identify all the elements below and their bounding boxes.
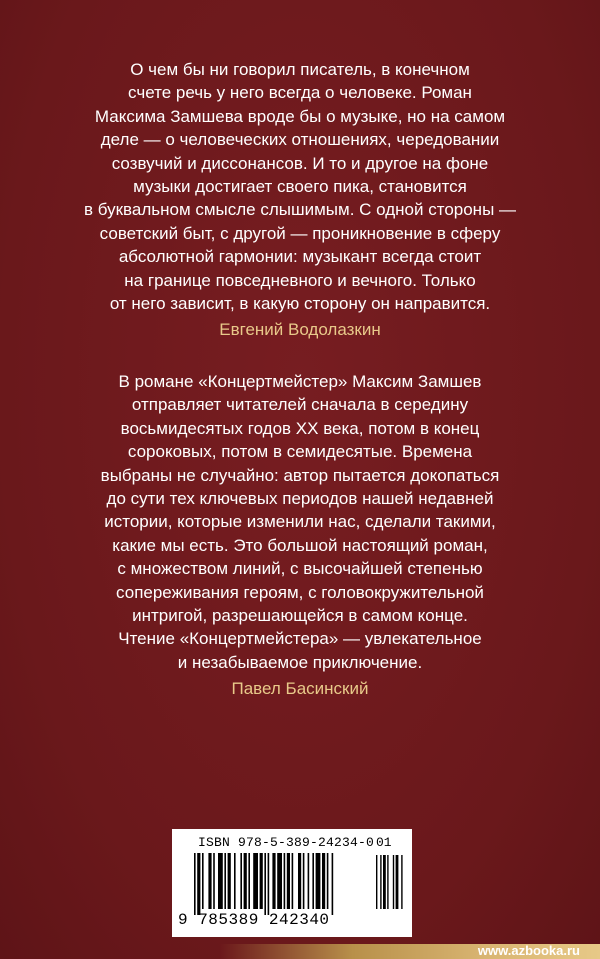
barcode-bar: [272, 853, 275, 909]
blurb-2-line: сороковых, потом в семидесятые. Времена: [127, 442, 473, 462]
blurb-2-line: интригой, разрешающейся в самом конце.: [132, 606, 468, 626]
barcode-addon-bar: [376, 855, 377, 909]
barcode-bar: [327, 853, 329, 909]
blurb-2-line: какие мы есть. Это большой настоящий роман,: [112, 535, 488, 555]
barcode-bar: [213, 853, 215, 909]
blurb-2-line: отправляет читателей сначала в середину: [131, 395, 469, 415]
blurb-1: [70, 58, 530, 315]
blurb-2-author: Павел Басинский: [231, 679, 369, 698]
barcode-bar: [316, 853, 321, 909]
blurb-2-line: Чтение «Концертмейстера» — увлекательное: [118, 629, 482, 649]
blurb-2-line: В романе «Концертмейстер» Максим Замшев: [118, 372, 482, 391]
barcode-bar: [240, 853, 242, 909]
barcode-bar: [287, 853, 290, 909]
barcode-bar: [312, 853, 314, 909]
barcode-bar: [202, 853, 204, 909]
blurb-1-line: О чем бы ни говорил писатель, в конечном: [130, 60, 470, 79]
blurb-2-line: до сути тех ключевых периодов нашей недавней: [106, 489, 494, 509]
blurb-1-line: созвучий и диссонансов. И то и другое на фоне: [111, 153, 489, 173]
barcode-bar: [218, 853, 223, 909]
barcode-bar: [208, 853, 211, 909]
blurb-2-line: истории, которые изменили нас, сделали такими,: [104, 512, 496, 532]
blurb-1-line: деле — о человеческих отношениях, чередовании: [100, 130, 500, 150]
blurb-2-line: восьмидесятых годов XX века, потом в конец: [120, 418, 480, 438]
blurb-1-line: от него зависит, в какую сторону он направится.: [109, 294, 491, 314]
barcode-addon-bar: [380, 855, 381, 909]
barcode-bar: [224, 853, 226, 909]
barcode-bar: [292, 853, 294, 909]
barcode-bar: [244, 853, 247, 909]
barcode-bar: [322, 853, 325, 909]
barcode-addon-bar: [393, 855, 394, 909]
publisher-website[interactable]: www.azbooka.ru: [477, 943, 580, 958]
blurb-2: [70, 370, 530, 674]
isbn-barcode: [172, 829, 412, 937]
isbn-number: ISBN 978-5-389-24234-0: [198, 835, 375, 850]
publisher-website-bar: [220, 944, 600, 959]
barcode-bar: [253, 853, 258, 909]
barcode-addon-number: 01: [376, 835, 392, 850]
blurb-1-line: музыки достигает своего пика, становится: [133, 177, 467, 197]
blurb-2-line: выбраны не случайно: автор пытается докопаться: [100, 465, 500, 485]
barcode-bar: [303, 853, 305, 909]
barcode-bar: [298, 853, 301, 909]
barcode-bar: [248, 853, 250, 909]
barcode-bar: [277, 853, 282, 909]
blurb-1-line: счете речь у него всегда о человеке. Роман: [128, 83, 472, 103]
blurb-2-line: с множеством линий, с высочайшей степенью: [117, 559, 483, 579]
barcode-bar: [194, 853, 196, 915]
blurb-1-line: Максима Замшева вроде бы о музыке, но на самом: [94, 106, 506, 126]
barcode-bar: [197, 853, 200, 915]
barcode-bar: [332, 853, 334, 915]
blurb-1-line: советский быт, с другой — проникновение в сферу: [99, 223, 501, 243]
barcode-addon-bar: [383, 855, 386, 909]
blurb-1-author: Евгений Водолазкин: [219, 320, 381, 339]
barcode-bar: [260, 853, 263, 909]
barcode-bar: [284, 853, 286, 909]
barcode-addon-bar: [387, 855, 388, 909]
barcode-bar: [234, 853, 236, 909]
blurb-2-line: сопереживания героям, с головокружительной: [116, 582, 484, 602]
blurb-2-line: и незабываемое приключение.: [177, 652, 423, 672]
barcode-addon-bar: [401, 855, 402, 909]
barcode-bar: [228, 853, 231, 909]
blurb-1-line: на границе повседневного и вечного. Только: [124, 270, 476, 290]
barcode-bar: [268, 853, 270, 915]
barcode-bar: [264, 853, 266, 915]
blurb-1-line: в буквальном смысле слышимым. С одной стороны —: [83, 200, 517, 220]
blurb-1-line: абсолютной гармонии: музыкант всегда стоит: [118, 247, 482, 267]
barcode-bar: [308, 853, 310, 909]
barcode-addon-bar: [396, 855, 399, 909]
barcode-digits: 9 785389 242340: [178, 911, 330, 929]
